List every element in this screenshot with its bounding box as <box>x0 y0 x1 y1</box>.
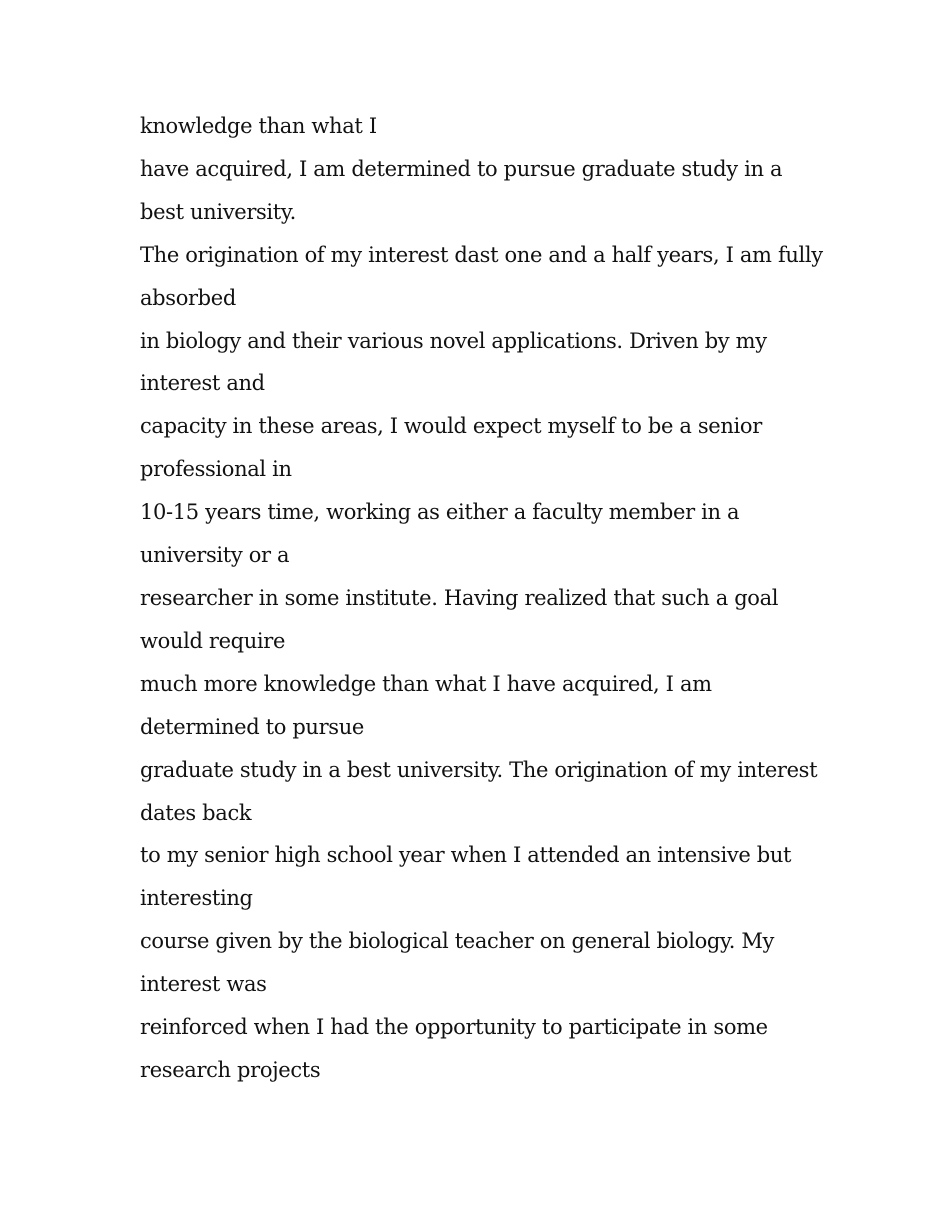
text-line: knowledge than what I <box>140 114 377 138</box>
text-line: research projects <box>140 1057 321 1082</box>
text-line: much more knowledge than what I have acquired, I am <box>140 671 712 696</box>
text-line: reinforced when I had the opportunity to participate in some <box>140 1015 768 1040</box>
text-line: professional in <box>140 457 292 482</box>
text-line: graduate study in a best university. The origination of my interest <box>140 757 818 782</box>
text-line: determined to pursue <box>140 714 364 739</box>
text-line: have acquired, I am determined to pursue graduate study in a <box>140 156 783 181</box>
text-line: would require <box>140 628 286 653</box>
text-line: researcher in some institute. Having realized that such a goal <box>140 585 779 610</box>
text-line: dates back <box>140 800 252 825</box>
text-line: 10-15 years time, working as either a faculty member in a <box>140 500 740 525</box>
document-body <box>140 105 830 1092</box>
text-line: absorbed <box>140 285 236 310</box>
text-line: interesting <box>140 886 253 911</box>
text-line: The origination of my interest dast one and a half years, I am fully <box>140 242 823 267</box>
text-line: university or a <box>140 543 290 568</box>
text-line: course given by the biological teacher on general biology. My <box>140 929 775 954</box>
text-line: interest and <box>140 371 265 396</box>
text-line: interest was <box>140 972 267 997</box>
text-line: to my senior high school year when I attended an intensive but <box>140 843 792 868</box>
text-line: capacity in these areas, I would expect myself to be a senior <box>140 414 762 439</box>
text-line: best university. <box>140 199 296 224</box>
text-line: in biology and their various novel applications. Driven by my <box>140 328 767 353</box>
